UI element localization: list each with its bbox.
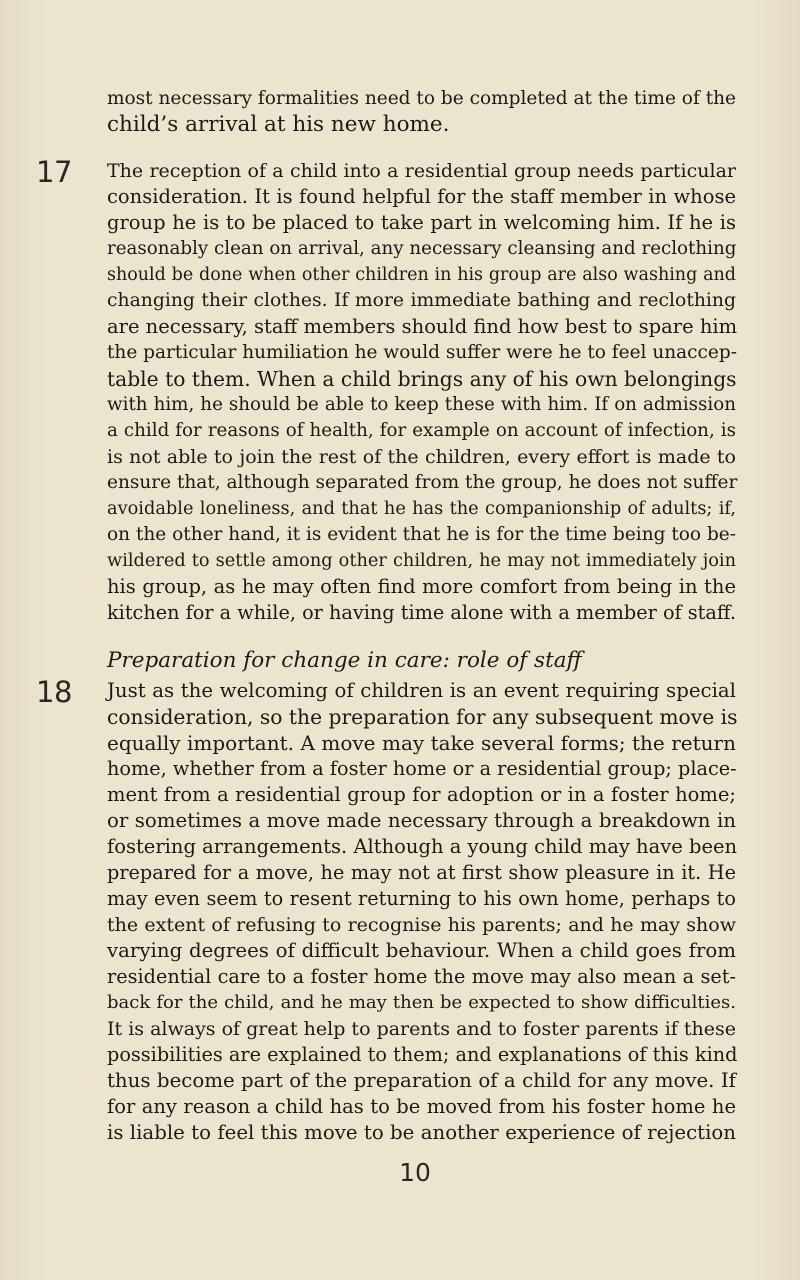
text-line: kitchen for a while, or having time alone with a member of staff. <box>107 601 736 624</box>
text-line: possibilities are explained to them; and explanations of this kind <box>107 1043 738 1066</box>
text-line: It is always of great help to parents and to foster parents if these <box>107 1018 736 1040</box>
text-line: is liable to feel this move to be another experience of rejection <box>107 1121 736 1144</box>
text-line: with him, he should be able to keep these with him. If on admission <box>107 394 736 415</box>
text-line: ensure that, although separated from the group, he does not suffer <box>107 472 738 493</box>
text-line: his group, as he may often find more comfort from being in the <box>107 575 736 598</box>
text-line: is not able to join the rest of the children, every effort is made to <box>107 446 736 468</box>
text-line: most necessary formalities need to be completed at the time of the <box>107 88 736 109</box>
text-line: child’s arrival at his new home. <box>107 112 450 137</box>
text-line: back for the child, and he may then be expected to show difficulties. <box>107 992 736 1013</box>
text-line: Just as the welcoming of children is an event requiring special <box>107 679 736 702</box>
text-line: ment from a residential group for adoption or in a foster home; <box>107 783 736 806</box>
text-line: wildered to settle among other children, he may not immediately join <box>107 551 736 571</box>
text-line: avoidable loneliness, and that he has the companionship of adults; if, <box>107 499 736 519</box>
paragraph-number: 17 <box>36 155 72 189</box>
text-line: fostering arrangements. Although a young child may have been <box>107 835 738 858</box>
text-line: residential care to a foster home the move may also mean a set- <box>107 965 736 988</box>
text-line: varying degrees of difficult behaviour. When a child goes from <box>107 939 736 962</box>
text-line: may even seem to resent returning to his own home, perhaps to <box>107 887 736 910</box>
text-line: or sometimes a move made necessary through a breakdown in <box>107 809 736 832</box>
text-line: consideration. It is found helpful for the staff member in whose <box>107 185 736 208</box>
text-line: home, whether from a foster home or a residential group; place- <box>107 757 737 780</box>
paragraph-number: 18 <box>36 675 72 709</box>
text-line: consideration, so the preparation for any subsequent move is <box>107 705 738 729</box>
text-line: a child for reasons of health, for example on account of infection, is <box>107 420 736 441</box>
text-line: equally important. A move may take several forms; the return <box>107 731 736 755</box>
text-line: thus become part of the preparation of a child for any move. If <box>107 1069 736 1092</box>
text-line: for any reason a child has to be moved from his foster home he <box>107 1095 736 1118</box>
text-line: table to them. When a child brings any of his own belongings <box>107 367 737 391</box>
text-line: prepared for a move, he may not at first show pleasure in it. He <box>107 861 736 884</box>
text-line: are necessary, staff members should find how best to spare him <box>107 315 738 338</box>
text-line: group he is to be placed to take part in welcoming him. If he is <box>107 211 736 234</box>
text-line: the extent of refusing to recognise his parents; and he may show <box>107 914 736 936</box>
text-line: the particular humiliation he would suffer were he to feel unaccep- <box>107 342 737 363</box>
text-line: The reception of a child into a residential group needs particular <box>107 160 736 182</box>
text-line: changing their clothes. If more immediate bathing and reclothing <box>107 290 736 311</box>
text-line: on the other hand, it is evident that he is for the time being too be- <box>107 524 736 545</box>
section-heading: Preparation for change in care: role of staff <box>107 648 582 673</box>
text-line: reasonably clean on arrival, any necessary cleansing and reclothing <box>107 238 737 259</box>
page-number: 10 <box>399 1158 431 1187</box>
text-line: should be done when other children in his group are also washing and <box>107 265 736 285</box>
